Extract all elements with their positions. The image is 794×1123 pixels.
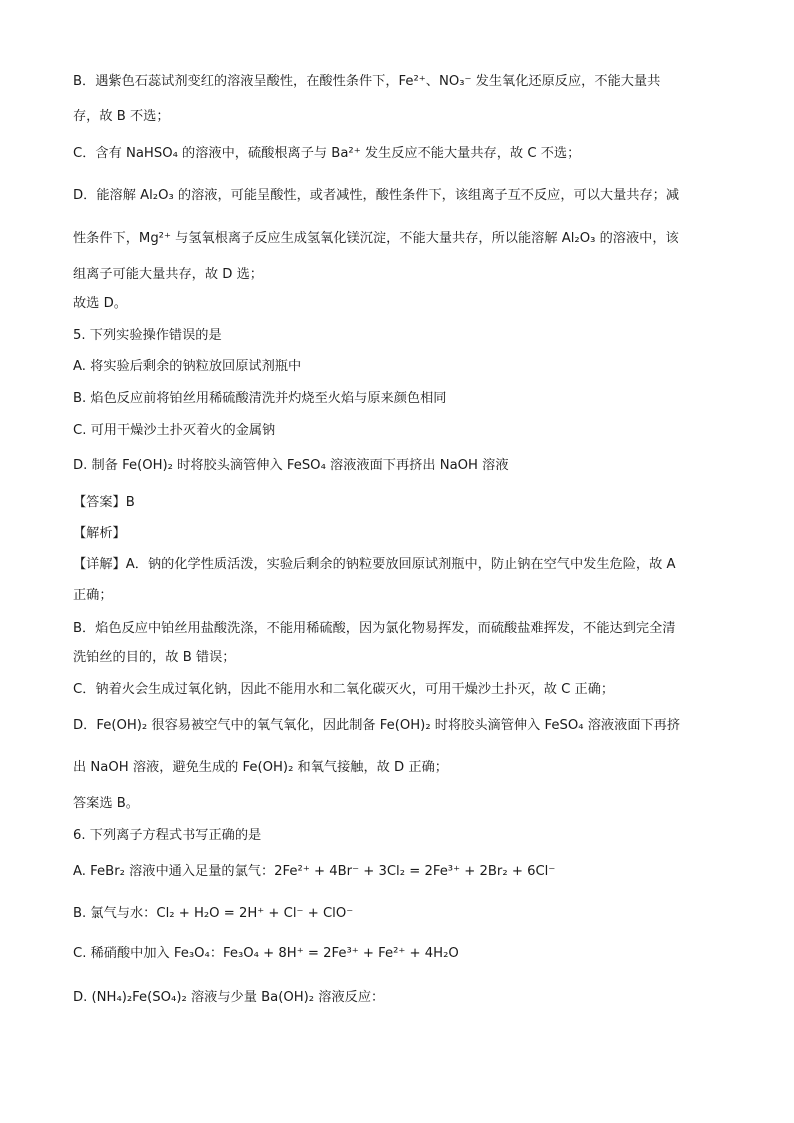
text-line: 正确； [73,588,113,603]
text-line: D．能溶解 Al₂O₃ 的溶液，可能呈酸性，或者减性，酸性条件下，该组离子互不反应，可以大量共存；减 [73,188,680,203]
option-b: B. 氯气与水：Cl₂ + H₂O = 2H⁺ + Cl⁻ + ClO⁻ [73,906,354,921]
answer-label: 【答案】B [73,495,135,510]
option-a: A. 将实验后剩余的钠粒放回原试剂瓶中 [73,359,302,374]
text-line: 存，故 B 不选； [73,109,170,124]
option-c: C. 可用干燥沙土扑灭着火的金属钠 [73,423,276,438]
option-c: C. 稀硝酸中加入 Fe₃O₄：Fe₃O₄ + 8H⁺ = 2Fe³⁺ + Fe²⁺ + 4H₂O [73,946,459,961]
text-line: 故选 D。 [73,296,127,311]
analysis-label: 【解析】 [73,526,126,541]
text-line: B．焰色反应中铂丝用盐酸洗涤，不能用稀硫酸，因为氯化物易挥发，而硫酸盐难挥发，不能达到完全清 [73,621,676,636]
text-line: 出 NaOH 溶液，避免生成的 Fe(OH)₂ 和氧气接触，故 D 正确； [73,760,448,775]
option-d: D. (NH₄)₂Fe(SO₄)₂ 溶液与少量 Ba(OH)₂ 溶液反应： [73,990,385,1005]
text-line: C．钠着火会生成过氧化钠，因此不能用水和二氧化碳灭火，可用干燥沙土扑灭，故 C 正确； [73,682,615,697]
text-line: 组离子可能大量共存，故 D 选； [73,267,263,282]
option-a: A. FeBr₂ 溶液中通入足量的氯气：2Fe²⁺ + 4Br⁻ + 3Cl₂ = 2Fe³⁺ + 2Br₂ + 6Cl⁻ [73,864,556,879]
text-line: B．遇紫色石蕊试剂变红的溶液呈酸性，在酸性条件下，Fe²⁺、NO₃⁻ 发生氧化还原反应，不能大量共 [73,74,661,89]
option-b: B. 焰色反应前将铂丝用稀硫酸清洗并灼烧至火焰与原来颜色相同 [73,391,447,406]
text-line: 【详解】A．钠的化学性质活泼，实验后剩余的钠粒要放回原试剂瓶中，防止钠在空气中发生危险，故 A [73,557,676,572]
question-stem: 5. 下列实验操作错误的是 [73,328,222,343]
text-line: 洗铂丝的目的，故 B 错误； [73,650,236,665]
question-stem: 6. 下列离子方程式书写正确的是 [73,828,262,843]
text-line: 答案选 B。 [73,796,139,811]
text-line: D．Fe(OH)₂ 很容易被空气中的氧气氧化，因此制备 Fe(OH)₂ 时将胶头滴管伸入 FeSO₄ 溶液液面下再挤 [73,718,681,733]
text-line: C．含有 NaHSO₄ 的溶液中，硫酸根离子与 Ba²⁺ 发生反应不能大量共存，故 C 不选； [73,146,581,161]
option-d: D. 制备 Fe(OH)₂ 时将胶头滴管伸入 FeSO₄ 溶液液面下再挤出 NaOH 溶液 [73,458,509,473]
text-line: 性条件下，Mg²⁺ 与氢氧根离子反应生成氢氧化镁沉淀，不能大量共存，所以能溶解 Al₂O₃ 的溶液中，该 [73,231,679,246]
